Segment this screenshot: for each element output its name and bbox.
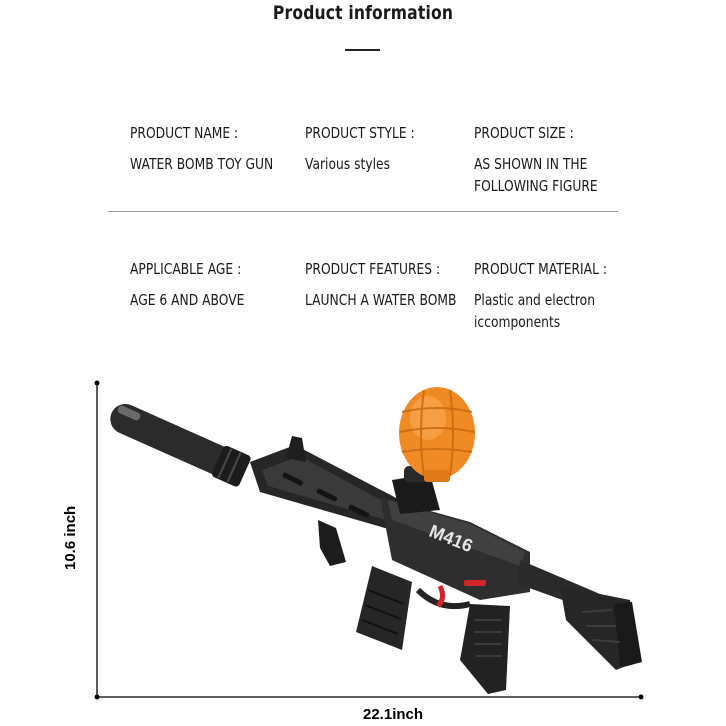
spec-label: PRODUCT SIZE :: [474, 124, 574, 142]
trigger: [438, 586, 443, 606]
spec-label: PRODUCT STYLE :: [305, 124, 415, 142]
width-dimension-label: 22.1inch: [363, 706, 424, 723]
spec-label: PRODUCT MATERIAL :: [474, 260, 607, 278]
section-title: Product information: [272, 2, 454, 24]
spec-label: PRODUCT FEATURES :: [305, 260, 441, 278]
spec-value: LAUNCH A WATER BOMB: [305, 291, 457, 309]
spec-value: Various styles: [305, 155, 391, 173]
silencer: [105, 397, 252, 487]
height-dimension-label: 10.6 inch: [62, 505, 79, 570]
spec-value: AS SHOWN IN THE FOLLOWING FIGURE: [474, 155, 598, 195]
spec-label: PRODUCT NAME :: [130, 124, 239, 142]
spec-label: APPLICABLE AGE :: [130, 260, 242, 278]
spec-value: AGE 6 AND ABOVE: [130, 291, 245, 309]
model-marking: M416: [426, 520, 476, 557]
spec-value: Plastic and electron iccomponents: [474, 291, 595, 331]
spec-value: WATER BOMB TOY GUN: [130, 155, 274, 173]
water-bomb-toy-gun: [105, 387, 642, 694]
